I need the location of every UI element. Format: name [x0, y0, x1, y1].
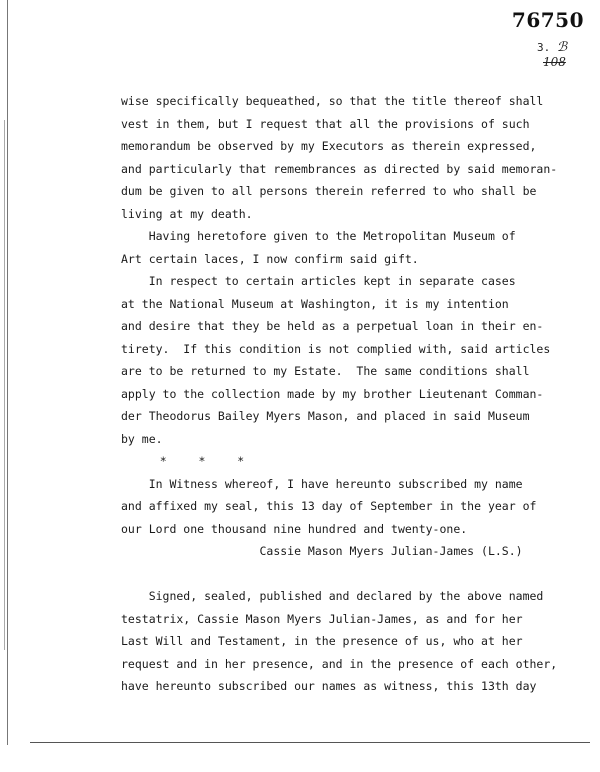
text-line: testatrix, Cassie Mason Myers Julian-James, as and for her [121, 611, 523, 626]
text-line: In Witness whereof, I have hereunto subscribed my name [121, 476, 523, 491]
text-line: request and in her presence, and in the presence of each other, [121, 656, 558, 671]
text-line: tirety. If this condition is not complied with, said articles [121, 341, 551, 356]
text-line: Last Will and Testament, in the presence of us, who at her [121, 634, 523, 648]
text-line: our Lord one thousand nine hundred and twenty-one. [121, 521, 468, 536]
signature-line: Cassie Mason Myers Julian-James (L.S.) [121, 544, 523, 558]
text-line: Having heretofore given to the Metropolitan Museum of [121, 229, 516, 243]
text-line: at the National Museum at Washington, it is my intention [121, 296, 509, 311]
text-line: vest in them, but I request that all the provisions of such [121, 116, 530, 131]
page-number: 3. [537, 41, 551, 54]
text-line: apply to the collection made by my brother Lieutenant Comman- [121, 386, 544, 401]
crossed-out-number: 108 [543, 55, 566, 69]
left-margin-rule-faint [4, 120, 5, 650]
text-line: Signed, sealed, published and declared by the above named [121, 589, 544, 603]
page-marker [537, 40, 600, 69]
bottom-rule [30, 742, 590, 743]
handwritten-scrawl: ℬ [556, 40, 568, 55]
text-line: dum be given to all persons therein referred to who shall be [121, 184, 537, 198]
text-line: are to be returned to my Estate. The same conditions shall [121, 364, 530, 378]
text-line: have hereunto subscribed our names as witness, this 13th day [121, 679, 537, 693]
text-line: der Theodorus Bailey Myers Mason, and placed in said Museum [121, 409, 530, 423]
text-line: by me. [121, 431, 163, 446]
left-margin-rule [7, 0, 8, 745]
document-number: 76750 [511, 8, 584, 32]
text-line: and particularly that remembrances as directed by said memoran- [121, 161, 558, 176]
text-line: In respect to certain articles kept in separate cases [121, 274, 516, 288]
blank-line [121, 563, 581, 586]
will-text [121, 90, 581, 698]
text-line: wise specifically bequeathed, so that the title thereof shall [121, 94, 544, 108]
text-line: memorandum be observed by my Executors as therein expressed, [121, 139, 537, 153]
section-break-asterisks: * * * [121, 454, 251, 468]
text-line: living at my death. [121, 206, 253, 221]
text-line: Art certain laces, I now confirm said gift. [121, 251, 419, 266]
text-line: and desire that they be held as a perpetual loan in their en- [121, 319, 544, 333]
text-line: and affixed my seal, this 13 day of September in the year of [121, 499, 537, 513]
